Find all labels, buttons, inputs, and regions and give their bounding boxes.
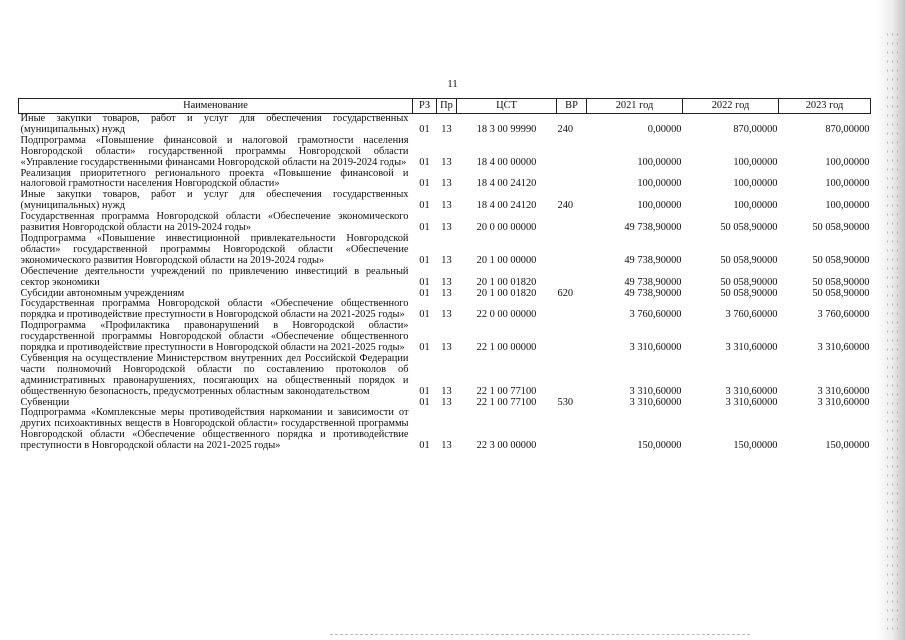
row-pr: 13 — [441, 200, 452, 212]
row-pr: 13 — [441, 178, 452, 190]
row-name: Подпрограмма «Повышение финансовой и налоговой грамотности населения Новгородской области» государственной программы Новгородской области «Управление государственными финансами Новгородской области на 2019-2024 годы» — [20, 134, 409, 168]
table-row — [19, 234, 871, 267]
row-rz: 01 — [419, 254, 430, 266]
row-vr — [557, 234, 587, 267]
row-rz: 01 — [419, 396, 430, 408]
row-vr — [557, 267, 587, 289]
row-2023: 3 310,60000 — [817, 342, 870, 354]
row-2022: 100,00000 — [733, 200, 778, 212]
row-cst: 22 1 00 00000 — [476, 342, 537, 354]
row-2021: 49 738,90000 — [624, 287, 682, 299]
row-vr: 530 — [557, 396, 574, 408]
row-2021: 3 310,60000 — [629, 342, 682, 354]
row-name: Субвенция на осуществление Министерством внутренних дел Российской Федерации части полномочий Новгородской области по составлению протоколов об административных правонарушениях, посягающих на общественный порядок и общественную безопасность, предусмотренных областным законодательством — [20, 352, 409, 397]
row-pr: 13 — [441, 222, 452, 234]
row-2022: 3 310,60000 — [725, 385, 778, 397]
row-rz: 01 — [419, 178, 430, 190]
row-rz: 01 — [419, 385, 430, 397]
row-rz: 01 — [419, 342, 430, 354]
row-pr: 13 — [441, 276, 452, 288]
row-cst: 18 4 00 24120 — [476, 178, 537, 190]
row-cst: 20 1 00 00000 — [476, 254, 537, 266]
row-vr — [557, 354, 587, 398]
row-pr: 13 — [441, 342, 452, 354]
row-pr: 13 — [441, 287, 452, 299]
row-cst: 22 1 00 77100 — [476, 385, 537, 397]
row-pr: 13 — [441, 396, 452, 408]
table-row — [19, 354, 871, 398]
header-pr: Пр — [437, 99, 457, 114]
row-2021: 49 738,90000 — [624, 276, 682, 288]
row-2023: 50 058,90000 — [812, 287, 870, 299]
row-2023: 50 058,90000 — [812, 276, 870, 288]
row-2022: 150,00000 — [733, 440, 778, 452]
row-rz: 01 — [419, 222, 430, 234]
row-vr — [557, 212, 587, 234]
budget-table — [18, 98, 871, 452]
table-row — [19, 299, 871, 321]
row-2023: 150,00000 — [825, 440, 870, 452]
row-vr: 240 — [557, 123, 574, 135]
table-row — [19, 212, 871, 234]
row-2023: 100,00000 — [825, 200, 870, 212]
row-2023: 100,00000 — [825, 178, 870, 190]
row-vr: 240 — [557, 200, 574, 212]
row-rz: 01 — [419, 276, 430, 288]
header-name: Наименование — [19, 99, 413, 114]
row-2022: 50 058,90000 — [720, 276, 778, 288]
row-2023: 3 760,60000 — [817, 309, 870, 321]
bottom-scan-line — [330, 634, 750, 635]
row-vr — [557, 169, 587, 191]
row-vr — [557, 408, 587, 452]
row-2021: 3 310,60000 — [629, 396, 682, 408]
row-name: Субсидии автономным учреждениям — [20, 287, 185, 299]
header-2023: 2023 год — [779, 99, 871, 114]
row-2021: 49 738,90000 — [624, 254, 682, 266]
row-2021: 150,00000 — [637, 440, 682, 452]
table-row — [19, 267, 871, 289]
row-pr: 13 — [441, 123, 452, 135]
row-2021: 100,00000 — [637, 156, 682, 168]
row-2021: 0,00000 — [647, 123, 682, 135]
row-2021: 49 738,90000 — [624, 222, 682, 234]
row-vr — [557, 299, 587, 321]
row-vr — [557, 321, 587, 354]
row-2022: 50 058,90000 — [720, 254, 778, 266]
row-cst: 22 1 00 77100 — [476, 396, 537, 408]
row-rz: 01 — [419, 200, 430, 212]
row-name: Государственная программа Новгородской области «Обеспечение общественного порядка и противодействие преступности в Новгородской области на 2021-2025 годы» — [20, 298, 409, 321]
row-2023: 870,00000 — [825, 123, 870, 135]
row-pr: 13 — [441, 309, 452, 321]
row-cst: 18 3 00 99990 — [476, 123, 537, 135]
row-name: Государственная программа Новгородской области «Обеспечение экономического развития Новгородской области на 2019-2024 годы» — [20, 211, 409, 234]
row-2022: 100,00000 — [733, 178, 778, 190]
row-2023: 3 310,60000 — [817, 396, 870, 408]
row-2021: 3 310,60000 — [629, 385, 682, 397]
row-rz: 01 — [419, 123, 430, 135]
row-2022: 100,00000 — [733, 156, 778, 168]
row-2021: 100,00000 — [637, 200, 682, 212]
row-2023: 3 310,60000 — [817, 385, 870, 397]
header-rz: РЗ — [413, 99, 437, 114]
scan-edge-noise — [885, 30, 901, 630]
table-row — [19, 169, 871, 191]
row-2023: 50 058,90000 — [812, 222, 870, 234]
row-pr: 13 — [441, 440, 452, 452]
row-vr: 620 — [557, 287, 574, 299]
row-cst: 20 1 00 01820 — [476, 287, 537, 299]
row-pr: 13 — [441, 156, 452, 168]
row-rz: 01 — [419, 440, 430, 452]
row-name: Подпрограмма «Повышение инвестиционной привлекательности Новгородской области» государственной программы Новгородской области «Обеспечение экономического развития Новгородской области на 2019-2024 годы» — [20, 232, 409, 266]
row-pr: 13 — [441, 254, 452, 266]
row-name: Подпрограмма «Комплексные меры противодействия наркомании и зависимости от других психоактивных веществ в Новгородской области» государственной программы Новгородской области «Обеспечение общественного порядка и противодействие преступности в Новгородской области на 2021-2025 годы» — [20, 407, 409, 452]
row-2022: 3 310,60000 — [725, 342, 778, 354]
row-2023: 100,00000 — [825, 156, 870, 168]
row-cst: 22 3 00 00000 — [476, 440, 537, 452]
header-cst: ЦСТ — [457, 99, 557, 114]
row-2021: 100,00000 — [637, 178, 682, 190]
row-rz: 01 — [419, 287, 430, 299]
row-name: Обеспечение деятельности учреждений по привлечению инвестиций в реальный сектор экономики — [20, 265, 409, 288]
table-row — [19, 190, 871, 212]
row-2023: 50 058,90000 — [812, 254, 870, 266]
table-header-row — [19, 99, 871, 114]
header-vr: ВР — [557, 99, 587, 114]
row-2022: 50 058,90000 — [720, 222, 778, 234]
row-cst: 18 4 00 00000 — [476, 156, 537, 168]
header-2021: 2021 год — [587, 99, 683, 114]
row-2022: 870,00000 — [733, 123, 778, 135]
row-rz: 01 — [419, 309, 430, 321]
row-name: Иные закупки товаров, работ и услуг для обеспечения государственных (муниципальных) нужд — [20, 113, 409, 135]
row-name: Подпрограмма «Профилактика правонарушений в Новгородской области» государственной программы Новгородской области «Обеспечение общественного порядка и противодействие преступности в Новгородской области на 2021-2025 годы» — [20, 320, 409, 354]
row-name: Иные закупки товаров, работ и услуг для обеспечения государственных (муниципальных) нужд — [20, 189, 409, 212]
row-name: Реализация приоритетного регионального проекта «Повышение финансовой и налоговой грамотности населения Новгородской области» — [20, 167, 409, 190]
row-2022: 3 310,60000 — [725, 396, 778, 408]
row-2021: 3 760,60000 — [629, 309, 682, 321]
row-vr — [557, 136, 587, 169]
page-number: 11 — [447, 78, 458, 90]
table-row — [19, 136, 871, 169]
header-2022: 2022 год — [683, 99, 779, 114]
table-row — [19, 114, 871, 136]
row-pr: 13 — [441, 385, 452, 397]
table-row — [19, 408, 871, 452]
row-cst: 18 4 00 24120 — [476, 200, 537, 212]
row-name: Субвенции — [20, 396, 70, 408]
row-2022: 3 760,60000 — [725, 309, 778, 321]
row-cst: 20 0 00 00000 — [476, 222, 537, 234]
row-cst: 22 0 00 00000 — [476, 309, 537, 321]
row-cst: 20 1 00 01820 — [476, 276, 537, 288]
row-rz: 01 — [419, 156, 430, 168]
row-2022: 50 058,90000 — [720, 287, 778, 299]
table-row — [19, 321, 871, 354]
